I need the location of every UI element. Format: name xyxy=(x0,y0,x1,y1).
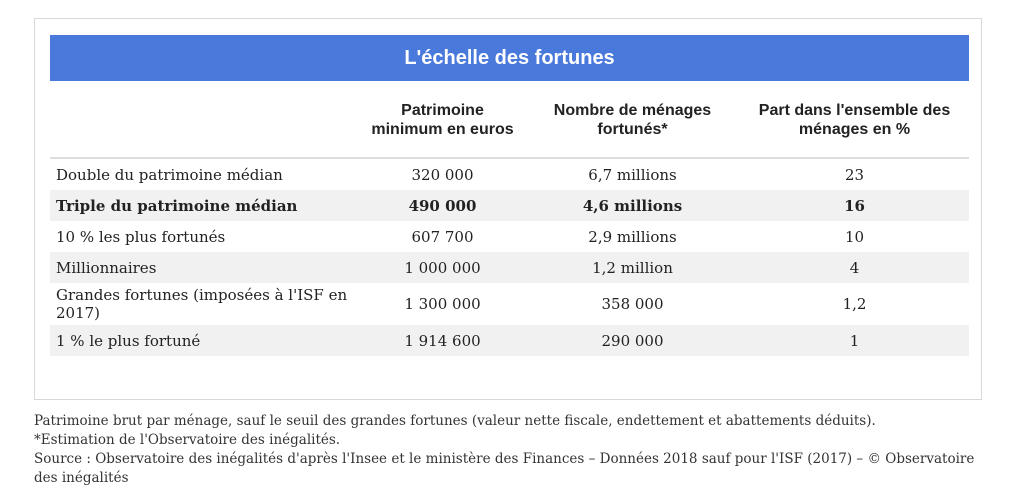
wealth-table xyxy=(50,82,969,356)
row-part: 1,2 xyxy=(842,295,867,313)
column-header-label xyxy=(50,82,360,158)
table-row xyxy=(50,190,969,221)
column-header-part: Part dans l'ensemble des ménages en % xyxy=(740,82,969,158)
table-row xyxy=(50,158,969,190)
row-part: 23 xyxy=(844,165,865,184)
table-notes xyxy=(34,412,994,488)
row-label: Triple du patrimoine médian xyxy=(50,190,360,221)
table-row xyxy=(50,252,969,283)
row-patrimoine: 1 914 600 xyxy=(360,325,525,356)
row-patrimoine: 1 300 000 xyxy=(404,295,481,313)
table-title-text: L'échelle des fortunes xyxy=(404,46,615,69)
row-patrimoine: 607 700 xyxy=(411,227,474,246)
row-patrimoine: 320 000 xyxy=(411,165,474,184)
note-source: Source : Observatoire des inégalités d'après l'Insee et le ministère des Finances – Données 2018 sauf pour l'ISF (2017) – © Observatoire des inégalités xyxy=(34,451,975,486)
row-patrimoine: 490 000 xyxy=(360,190,525,221)
row-part: 1 xyxy=(740,325,969,356)
row-menages: 6,7 millions xyxy=(588,165,677,184)
row-menages: 358 000 xyxy=(601,295,664,313)
note-definition: Patrimoine brut par ménage, sauf le seuil des grandes fortunes (valeur nette fiscale, endettement et abattements déduits). xyxy=(34,413,876,429)
row-label: Double du patrimoine médian xyxy=(56,165,283,184)
row-menages: 2,9 millions xyxy=(588,227,677,246)
table-row xyxy=(50,221,969,252)
table-row xyxy=(50,325,969,356)
table-title xyxy=(50,35,969,81)
column-header-menages: Nombre de ménages fortunés* xyxy=(525,82,740,158)
row-part: 4 xyxy=(740,252,969,283)
note-estimation: *Estimation de l'Observatoire des inégalités. xyxy=(34,432,341,448)
row-label: 10 % les plus fortunés xyxy=(56,227,226,246)
row-menages: 290 000 xyxy=(525,325,740,356)
row-part: 16 xyxy=(740,190,969,221)
row-label: Millionnaires xyxy=(50,252,360,283)
table-header-row xyxy=(50,82,969,158)
row-menages: 1,2 million xyxy=(525,252,740,283)
row-label: 1 % le plus fortuné xyxy=(50,325,360,356)
table-row xyxy=(50,283,969,325)
column-header-patrimoine: Patrimoine minimum en euros xyxy=(360,82,525,158)
row-part: 10 xyxy=(844,227,865,246)
row-patrimoine: 1 000 000 xyxy=(360,252,525,283)
row-menages: 4,6 millions xyxy=(525,190,740,221)
row-label: Grandes fortunes (imposées à l'ISF en 2017) xyxy=(56,286,348,322)
